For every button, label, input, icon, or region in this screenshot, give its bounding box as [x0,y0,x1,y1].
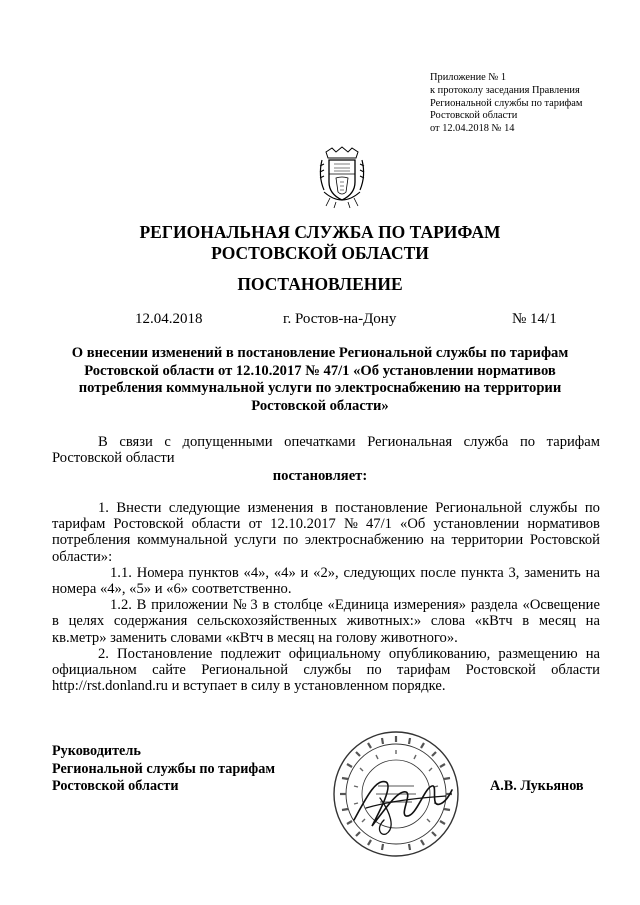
signatory-position-line: Руководитель [52,743,141,759]
last-line: Ростовской области [52,450,175,467]
word: области [551,661,600,678]
word: по [283,532,299,549]
intro-paragraph [52,434,600,466]
word: пункта [460,564,504,581]
word: в [522,613,530,630]
word: заменить [524,564,581,581]
word: установлении [433,516,520,533]
document-type: ПОСТАНОВЛЕНИЕ [237,274,403,294]
word: Региональная [367,434,453,450]
word: и [300,564,309,581]
word: службы [303,661,352,678]
word: 47/1 [365,516,392,533]
word: столбце [274,597,323,614]
annex-line: от 12.04.2018 № 14 [430,123,515,135]
word: 3, [508,564,520,581]
word: на [585,613,600,630]
subject-line: О внесении изменений в постановление Региональной службы по тарифам [71,345,569,361]
word: опечатками [284,434,356,450]
resolution-text [52,500,600,694]
last-line: номера «4», «5» и «6» соответственно. [52,580,292,597]
word: после [420,564,457,581]
word: Внести [116,500,162,516]
word: В [136,597,147,614]
word: «4», [243,564,270,581]
word: в [320,500,328,516]
word: приложении [151,597,229,614]
word: «Освещение [522,597,600,614]
word: опубликованию, [388,645,491,662]
word: месяц [538,613,576,630]
signatory-name: А.В. Лукьянов [490,778,584,794]
word: допущенными [182,434,273,450]
justified-line [52,500,600,516]
last-line: области»: [52,548,113,565]
last-line: http://rst.donland.ru и вступает в силу в установленном порядке. [52,678,446,695]
justified-line [52,434,600,450]
word: по [519,434,536,450]
word: Региональной [435,500,522,516]
word: с [164,434,171,450]
word: связи [119,434,153,450]
signatory-position [52,743,275,796]
organization-name-line: РОСТОВСКОЙ ОБЛАСТИ [211,243,429,263]
word: постановление [335,500,428,516]
word: слова [430,613,466,630]
word: измерения» [393,597,467,614]
word: Региональной [201,661,288,678]
word: «2», [313,564,339,581]
word: В [98,434,108,450]
document-subject [50,345,590,415]
word: службы [529,500,578,516]
word: 1.2. [110,597,132,614]
word: следующих [343,564,416,581]
word: нормативов [527,516,600,533]
word: размещению [498,645,578,662]
annex-line: к протоколу заседания Правления [430,84,580,96]
justified-line [52,532,600,548]
signatory-position-line: Ростовской области [52,778,179,794]
document-date: 12.04.2018 [135,311,203,327]
annex-line: Региональной службы по тарифам [430,97,583,109]
word: 1.1. [110,564,132,581]
word: 1. [98,500,109,516]
word: Ростовской [529,532,600,549]
word: служба [463,434,509,450]
justified-line [52,646,600,662]
word: целях [68,613,105,630]
word: «Об [400,516,426,533]
word: на [430,532,445,549]
word: тарифам [546,434,600,450]
word: услуги [234,532,277,549]
subject-line: потребления коммунальной услуги по электроснабжению на территории [78,380,562,396]
annex-line: Приложение № 1 [430,72,507,83]
word: в [262,597,270,614]
word: изменения [247,500,314,516]
word: 12.10.2017 [270,516,336,533]
word: территории [451,532,524,549]
word: тарифам [397,661,451,678]
handwritten-signature-icon [346,768,456,838]
word: сайте [152,661,186,678]
word: Ростовской [113,516,184,533]
document-city: г. Ростов-на-Дону [283,311,397,327]
justified-line [52,662,600,678]
annex-note [430,72,635,136]
word: в [52,613,59,630]
word: № 3 [232,597,258,614]
justified-line [52,565,600,581]
justified-line [52,516,600,532]
signatory-position-line: Региональной службы по тарифам [52,760,276,777]
word: пунктов [188,564,239,581]
justified-line [52,597,600,613]
word: потребления [52,532,131,549]
word: от [248,516,263,533]
resolves-heading: постановляет: [272,468,368,484]
justified-line [52,613,600,629]
word: «кВтч [474,613,513,630]
word: по [584,500,600,516]
organization-name [0,222,640,264]
last-line: кв.метр» заменить словами «кВтч в месяц на голову животного». [52,629,458,646]
annex-line: Ростовской области [430,110,518,122]
subject-line: Ростовской области» [251,397,389,414]
word: Ростовской [465,661,536,678]
word: по [366,661,382,678]
word: животных:» [346,613,422,630]
word: тарифам [52,516,106,533]
word: официальном [52,661,137,678]
word: области [191,516,241,533]
word: подлежит [220,645,281,662]
word: коммунальной [137,532,228,549]
word: сельскохозяйственных [197,613,338,630]
word: электроснабжению [304,532,424,549]
word: Номера [136,564,184,581]
word: № [343,516,358,533]
word: раздела [470,597,518,614]
word: на [585,645,600,662]
organization-name-line: РЕГИОНАЛЬНАЯ СЛУЖБА ПО ТАРИФАМ [139,222,501,242]
word: следующие [168,500,241,516]
subject-line: Ростовской области от 12.10.2017 № 47/1 «Об установлении нормативов [84,362,556,379]
word: 2. [98,645,109,662]
word: Постановление [117,645,213,662]
word: официальному [288,645,381,662]
word: «4» [273,564,296,581]
document-number: № 14/1 [512,311,557,327]
rostov-coat-of-arms-icon [316,146,368,210]
word: «Единица [327,597,389,614]
word: на [585,564,600,581]
word: содержания [113,613,188,630]
